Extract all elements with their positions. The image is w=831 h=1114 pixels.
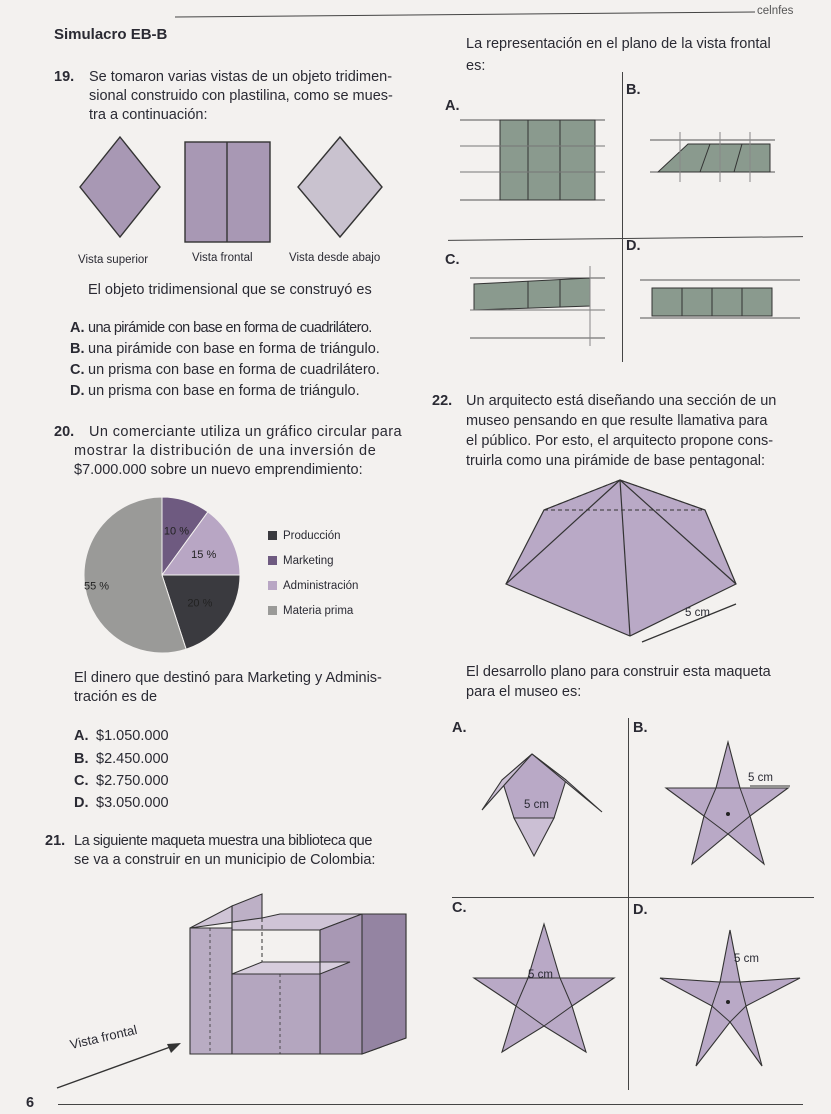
q19-line-3: tra a continuación: <box>89 107 208 123</box>
view-label-front: Vista frontal <box>192 252 253 264</box>
q19-number: 19. <box>54 69 75 85</box>
q19-option-b-letter: B. <box>70 341 85 357</box>
legend-item-marketing: Marketing <box>268 549 358 574</box>
q22-divider-h <box>452 897 814 898</box>
pyramid-measure: 5 cm <box>685 607 710 619</box>
q19-option-c-text: un prisma con base en forma de cuadrilátero. <box>88 362 380 378</box>
q19-option-d-text: un prisma con base en forma de triángulo. <box>88 383 360 399</box>
pie-label-produccion: 10 % <box>163 525 190 538</box>
q19-option-a-letter: A. <box>70 320 85 336</box>
q22-line-3: el público. Por esto, el arquitecto propone cons- <box>466 433 774 449</box>
q21-question-line-1: La representación en el plano de la vista frontal <box>466 36 771 52</box>
page-number: 6 <box>26 1095 35 1111</box>
q21-option-b-drawing <box>630 122 800 212</box>
pie-label-materia-prima: 55 % <box>83 580 110 593</box>
legend-item-administracion: Administración <box>268 574 358 599</box>
q22-option-b-measure: 5 cm <box>748 772 773 784</box>
pie-label-administracion: 20 % <box>187 597 213 610</box>
q21-number: 21. <box>45 833 66 849</box>
q20-option-b-text: $2.450.000 <box>96 751 169 767</box>
q21-option-b[interactable]: B. <box>626 82 641 98</box>
q19-line-1: Se tomaron varias vistas de un objeto tridimen- <box>89 69 393 85</box>
q20-question-line-2: tración es de <box>74 689 158 705</box>
top-view-diamond <box>80 137 160 237</box>
q20-option-a-text: $1.050.000 <box>96 728 169 744</box>
pie-label-marketing: 15 % <box>191 548 217 561</box>
bottom-view-diamond <box>298 137 382 237</box>
q22-line-4: truirla como una pirámide de base pentagonal: <box>466 453 766 469</box>
library-model <box>170 888 410 1058</box>
q22-line-1: Un arquitecto está diseñando una sección de un <box>466 393 777 409</box>
q22-option-d[interactable]: D. <box>633 902 648 918</box>
front-view-label: Vista frontal <box>68 1022 139 1053</box>
legend-item-materia-prima: Materia prima <box>268 599 358 624</box>
q22-option-b[interactable]: B. <box>633 720 648 736</box>
q22-option-c[interactable]: C. <box>452 900 467 916</box>
q21-option-a-drawing <box>450 108 620 228</box>
q19-option-a-text: una pirámide con base en forma de cuadrilátero. <box>88 320 372 336</box>
q19-views <box>70 125 400 265</box>
q20-line-2: mostrar la distribución de una inversión de <box>74 443 377 459</box>
brand-logo: celnfes <box>757 5 794 17</box>
q20-option-c-text: $2.750.000 <box>96 773 169 789</box>
q21-line-1: La siguiente maqueta muestra una biblioteca que <box>74 833 372 849</box>
q21-line-2: se va a construir en un municipio de Colombia: <box>74 852 376 868</box>
q20-question-line-1: El dinero que destinó para Marketing y Adminis- <box>74 670 382 686</box>
q22-option-d-net <box>640 916 820 1076</box>
q21-option-a[interactable]: A. <box>445 98 460 114</box>
q22-number: 22. <box>432 393 453 409</box>
q22-question-line-2: para el museo es: <box>466 684 582 700</box>
q22-line-2: museo pensando en que resulte llamativa para <box>466 413 768 429</box>
pie-legend <box>268 524 358 624</box>
pie-chart <box>82 495 242 655</box>
view-label-top: Vista superior <box>78 254 149 266</box>
q19-option-b-text: una pirámide con base en forma de triángulo. <box>88 341 380 357</box>
q20-option-c-letter: C. <box>74 773 89 789</box>
q19-option-d-letter: D. <box>70 383 85 399</box>
q21-question-line-2: es: <box>466 58 486 74</box>
legend-swatch-materia-prima <box>268 606 277 615</box>
q21-option-d-drawing <box>640 270 810 350</box>
q22-option-a[interactable]: A. <box>452 720 467 736</box>
legend-swatch-administracion <box>268 581 277 590</box>
q21-option-d[interactable]: D. <box>626 238 641 254</box>
q19-question: El objeto tridimensional que se construyó es <box>88 282 372 298</box>
pentagonal-pyramid <box>500 474 760 654</box>
header-rule <box>175 11 755 17</box>
view-label-bottom: Vista desde abajo <box>289 252 381 264</box>
q22-option-b-net <box>640 738 820 888</box>
exam-title: Simulacro EB-B <box>54 26 168 43</box>
legend-item-produccion: Producción <box>268 524 358 549</box>
q19-line-2: sional construido con plastilina, como se mues- <box>89 88 393 104</box>
q21-option-c[interactable]: C. <box>445 252 460 268</box>
legend-swatch-marketing <box>268 556 277 565</box>
q21-option-c-drawing <box>450 266 620 366</box>
q20-number: 20. <box>54 424 75 440</box>
q22-question-line-1: El desarrollo plano para construir esta maqueta <box>466 664 771 680</box>
q20-option-d-text: $3.050.000 <box>96 795 169 811</box>
q22-option-c-measure: 5 cm <box>528 969 553 981</box>
q20-option-b-letter: B. <box>74 751 89 767</box>
q20-option-a-letter: A. <box>74 728 89 744</box>
q20-option-d-letter: D. <box>74 795 89 811</box>
legend-swatch-produccion <box>268 531 277 540</box>
q22-option-c-net <box>468 916 638 1066</box>
footer-rule <box>58 1104 803 1105</box>
q20-line-1: Un comerciante utiliza un gráfico circular para <box>89 424 402 440</box>
q21-divider-v <box>622 72 623 362</box>
q22-option-d-measure: 5 cm <box>734 953 759 965</box>
front-view-arrow <box>55 1040 185 1100</box>
q19-option-c-letter: C. <box>70 362 85 378</box>
q22-option-a-measure: 5 cm <box>524 799 549 811</box>
q20-line-3: $7.000.000 sobre un nuevo emprendimiento: <box>74 462 363 478</box>
